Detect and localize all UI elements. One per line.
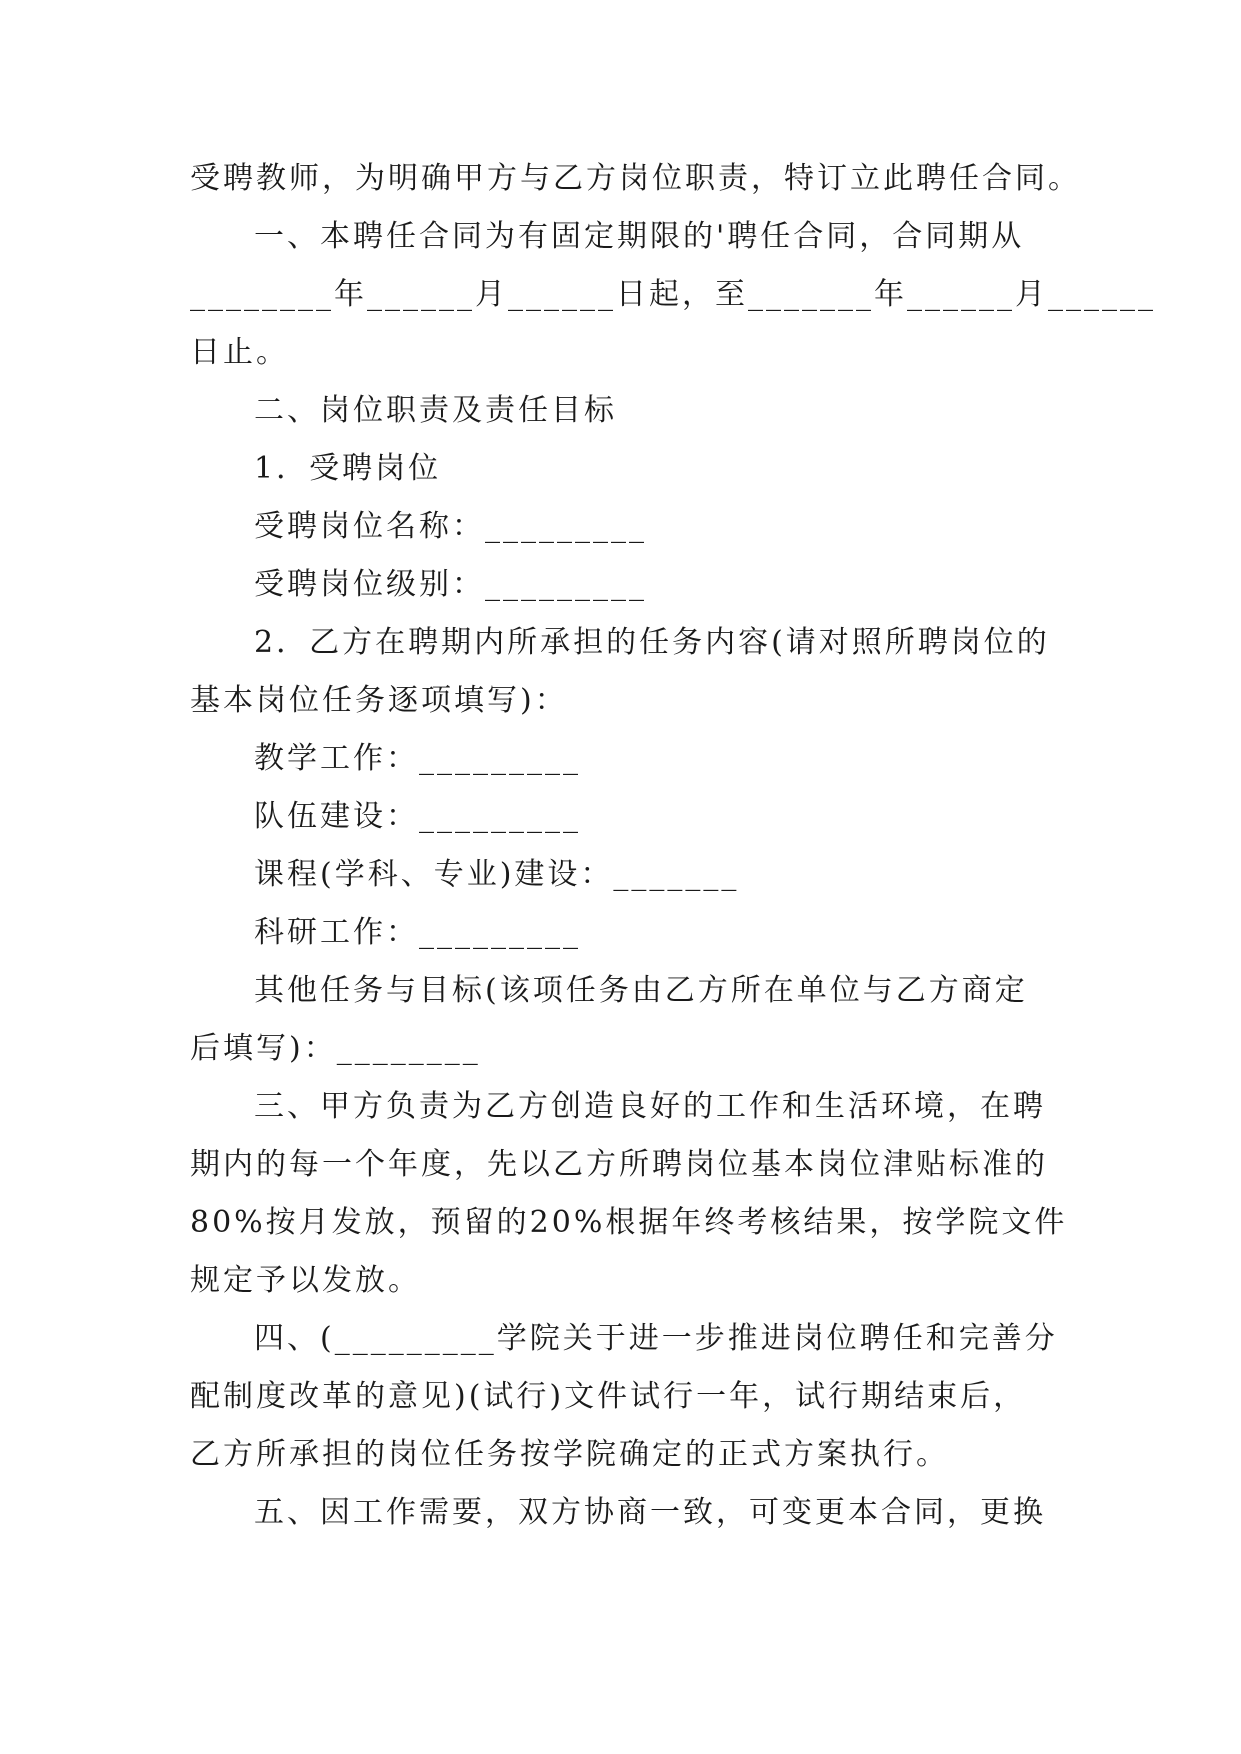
text-line: 日止。 <box>190 335 289 370</box>
text-line: 四、(_________学院关于进一步推进岗位聘任和完善分 <box>254 1321 1058 1356</box>
text-line: 受聘教师，为明确甲方与乙方岗位职责，特订立此聘任合同。 <box>190 161 1081 196</box>
text-line: 五、因工作需要，双方协商一致，可变更本合同，更换 <box>254 1495 1046 1530</box>
text-line: 2．乙方在聘期内所承担的任务内容(请对照所聘岗位的 <box>254 625 1050 660</box>
other-tasks-field: 后填写)：________ <box>190 1031 481 1066</box>
position-name-field: 受聘岗位名称：_________ <box>254 509 647 544</box>
date-range-line: ________年______月______日起，至_______年______月______ <box>190 277 1156 312</box>
text-line: 其他任务与目标(该项任务由乙方所在单位与乙方商定 <box>254 973 1028 1008</box>
team-building-field: 队伍建设：_________ <box>254 799 581 834</box>
text-line: 三、甲方负责为乙方创造良好的工作和生活环境，在聘 <box>254 1089 1046 1124</box>
text-line: 一、本聘任合同为有固定期限的'聘任合同，合同期从 <box>254 219 1025 254</box>
research-work-field: 科研工作：_________ <box>254 915 581 950</box>
document-page <box>190 150 1156 1542</box>
text-line: 配制度改革的意见)(试行)文件试行一年，试行期结束后， <box>190 1379 1027 1414</box>
text-line: 乙方所承担的岗位任务按学院确定的正式方案执行。 <box>190 1437 949 1472</box>
text-line: 80%按月发放，预留的20%根据年终考核结果，按学院文件 <box>190 1205 1068 1240</box>
subsection-heading: 1．受聘岗位 <box>254 451 442 486</box>
text-line: 规定予以发放。 <box>190 1263 421 1298</box>
section-heading: 二、岗位职责及责任目标 <box>254 393 617 428</box>
text-line: 基本岗位任务逐项填写)： <box>190 683 568 718</box>
curriculum-field: 课程(学科、专业)建设：_______ <box>254 857 740 892</box>
position-level-field: 受聘岗位级别：_________ <box>254 567 647 602</box>
text-line: 期内的每一个年度，先以乙方所聘岗位基本岗位津贴标准的 <box>190 1147 1048 1182</box>
teaching-work-field: 教学工作：_________ <box>254 741 581 776</box>
